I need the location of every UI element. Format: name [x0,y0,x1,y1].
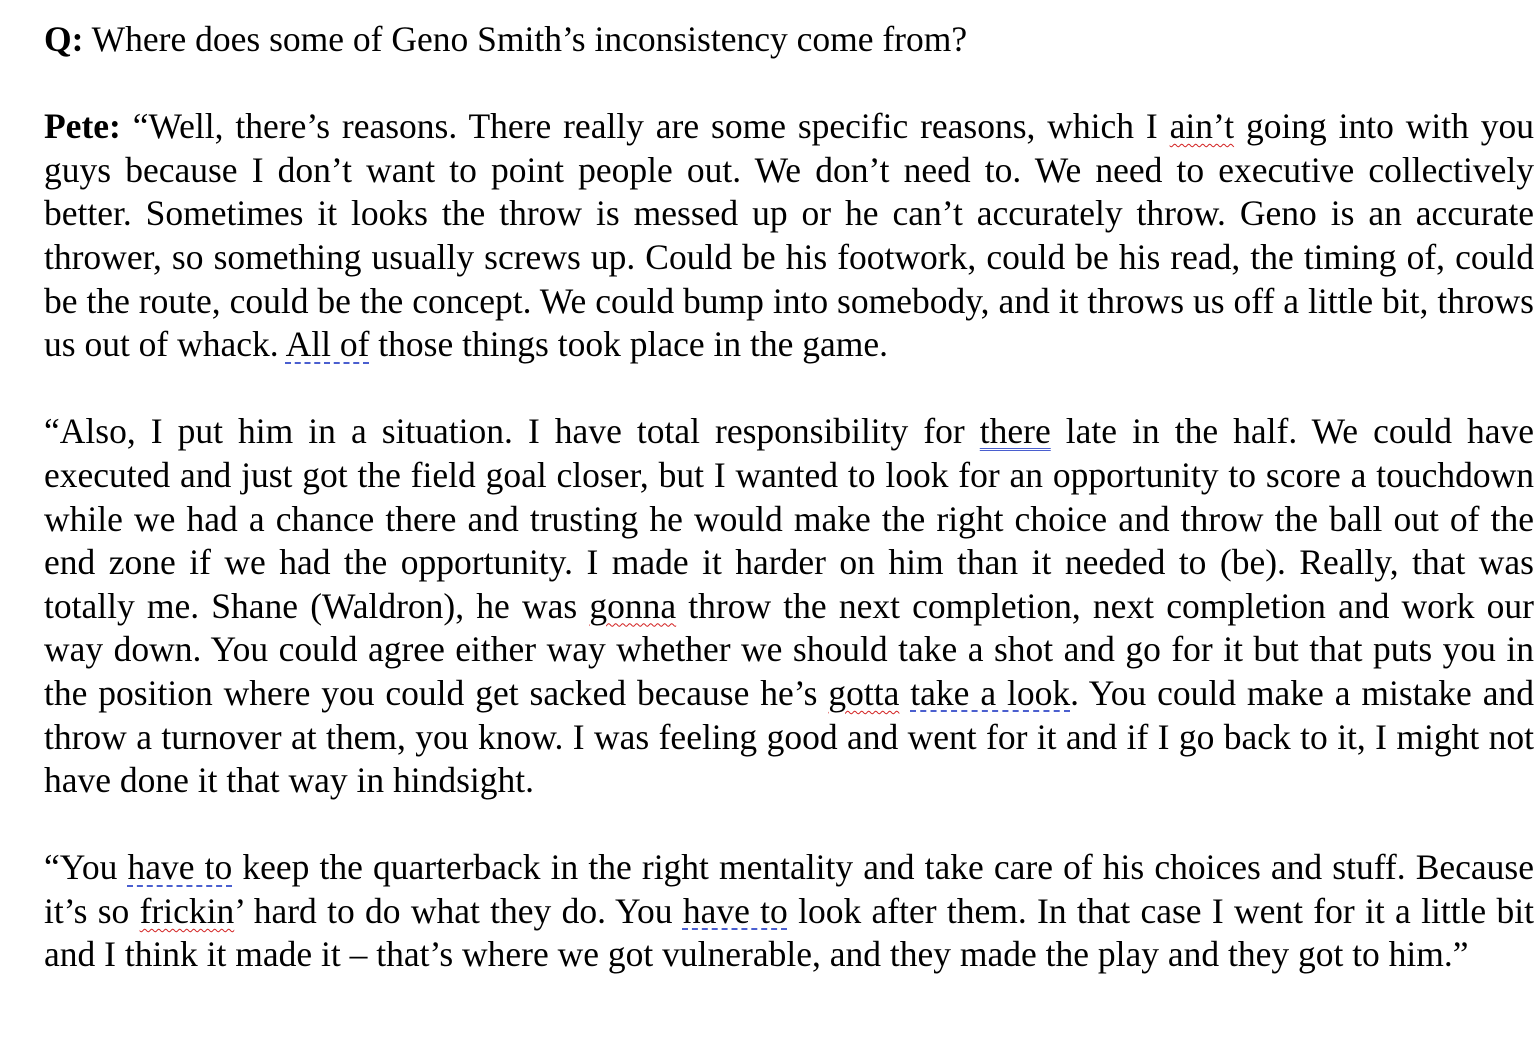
answer-text: throw the next completion, next completion and work our way down. You could agree either way whether we should take a shot and go for it but that puts you in the position where you could get sacked because he’s [44,585,1534,713]
answer-paragraph-2 [44,410,1534,802]
answer-paragraph-3 [44,846,1534,977]
grammar-flag[interactable]: have to [682,890,788,931]
answer-text: going into with you guys because I don’t want to point people out. We don’t need to. We need to executive collectively better. Sometimes it looks the throw is messed up or he can’t accurately throw. Geno is an accurate thrower, so something usually screws up. Could be his footwork, could be his read, the timing of, could be the route, could be the concept. We could bump into somebody, and it throws us off a little bit, throws us out of whack. [44,106,1535,365]
speaker-label: Pete: [44,106,121,147]
answer-text: those things took place in the game. [369,324,888,365]
answer-text: “Also, I put him in a situation. I have total responsibility for [44,411,980,452]
answer-text: “Well, there’s reasons. There really are some specific reasons, which I [132,106,1170,147]
question-text: Where does some of Geno Smith’s inconsistency come from? [91,19,968,59]
grammar-flag[interactable]: have to [127,847,233,888]
answer-text: late in the half. We could have executed and just got the field goal closer, but I wanted to look for an opportunity to score a touchdown while we had a chance there and trusting he would make the right choice and throw the ball out of the end zone if we had the opportunity. I made it harder on him than it needed to (be). Really, that was totally me. Shane (Waldron), he was [44,411,1535,626]
spelling-flag[interactable]: gonna [589,585,677,626]
document-body [44,18,1534,977]
answer-text: . You could make a mistake and throw a turnover at them, you know. I was feeling good and went for it and if I go back to it, I might not have done it that way in hindsight. [44,672,1534,801]
grammar-flag[interactable]: take a look [910,672,1071,713]
answer-text [899,673,910,713]
answer-text: keep the quarterback in the right mentality and take care of his choices and stuff. Because it’s so [44,847,1534,931]
grammar-flag[interactable]: there [979,411,1051,452]
spelling-flag[interactable]: ain’t [1169,106,1235,147]
answer-text: ’ hard to do what they do. You [234,890,683,931]
answer-text: look after them. In that case I went for it a little bit and I think it made it – that’s where we got vulnerable, and they made the play and they got to him.” [44,890,1534,975]
question-paragraph [44,18,1534,62]
spelling-flag[interactable]: frickin [139,890,235,931]
question-label: Q: [44,19,84,59]
spelling-flag[interactable]: gotta [828,672,900,713]
grammar-flag[interactable]: All of [285,324,370,365]
answer-text: “You [44,847,128,888]
answer-paragraph-1 [44,105,1534,367]
